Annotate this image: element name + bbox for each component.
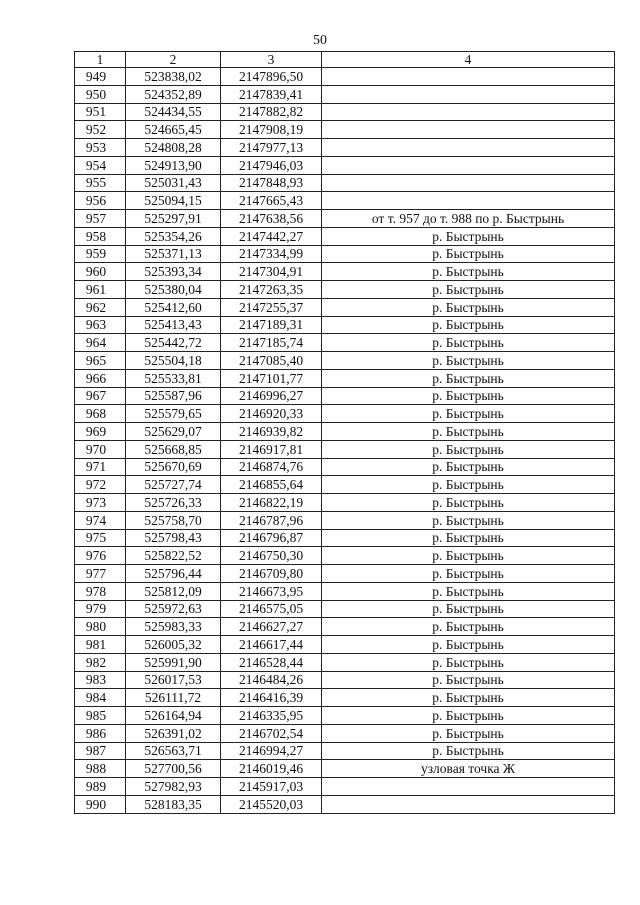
column-header-2: 2 xyxy=(126,52,221,68)
y-coordinate-cell: 2146920,33 xyxy=(221,405,322,423)
table-row xyxy=(75,440,615,458)
table-row xyxy=(75,689,615,707)
table-row xyxy=(75,405,615,423)
x-coordinate-cell: 527982,93 xyxy=(126,778,221,796)
table-row xyxy=(75,298,615,316)
point-number-cell: 988 xyxy=(75,760,126,778)
point-number-cell: 952 xyxy=(75,121,126,139)
point-number-cell: 982 xyxy=(75,653,126,671)
y-coordinate-cell: 2146996,27 xyxy=(221,387,322,405)
table-row xyxy=(75,68,615,86)
point-number-cell: 968 xyxy=(75,405,126,423)
y-coordinate-cell: 2147304,91 xyxy=(221,263,322,281)
x-coordinate-cell: 525822,52 xyxy=(126,547,221,565)
description-cell: р. Быстрынь xyxy=(322,458,615,476)
point-number-cell: 977 xyxy=(75,565,126,583)
description-cell: от т. 957 до т. 988 по р. Быстрынь xyxy=(322,210,615,228)
x-coordinate-cell: 523838,02 xyxy=(126,68,221,86)
point-number-cell: 967 xyxy=(75,387,126,405)
table-row xyxy=(75,742,615,760)
y-coordinate-cell: 2146822,19 xyxy=(221,494,322,512)
y-coordinate-cell: 2147896,50 xyxy=(221,68,322,86)
table-row xyxy=(75,636,615,654)
y-coordinate-cell: 2147085,40 xyxy=(221,352,322,370)
x-coordinate-cell: 525983,33 xyxy=(126,618,221,636)
point-number-cell: 979 xyxy=(75,600,126,618)
x-coordinate-cell: 525031,43 xyxy=(126,174,221,192)
point-number-cell: 984 xyxy=(75,689,126,707)
x-coordinate-cell: 525670,69 xyxy=(126,458,221,476)
x-coordinate-cell: 525412,60 xyxy=(126,298,221,316)
table-row xyxy=(75,210,615,228)
y-coordinate-cell: 2146796,87 xyxy=(221,529,322,547)
y-coordinate-cell: 2147839,41 xyxy=(221,85,322,103)
y-coordinate-cell: 2146855,64 xyxy=(221,476,322,494)
description-cell: р. Быстрынь xyxy=(322,281,615,299)
description-cell: р. Быстрынь xyxy=(322,423,615,441)
description-cell: р. Быстрынь xyxy=(322,316,615,334)
description-cell xyxy=(322,68,615,86)
point-number-cell: 978 xyxy=(75,582,126,600)
description-cell xyxy=(322,778,615,796)
description-cell xyxy=(322,156,615,174)
x-coordinate-cell: 525297,91 xyxy=(126,210,221,228)
description-cell: р. Быстрынь xyxy=(322,707,615,725)
point-number-cell: 955 xyxy=(75,174,126,192)
y-coordinate-cell: 2146335,95 xyxy=(221,707,322,725)
x-coordinate-cell: 526005,32 xyxy=(126,636,221,654)
point-number-cell: 970 xyxy=(75,440,126,458)
y-coordinate-cell: 2146416,39 xyxy=(221,689,322,707)
y-coordinate-cell: 2146917,81 xyxy=(221,440,322,458)
table-row xyxy=(75,387,615,405)
x-coordinate-cell: 526391,02 xyxy=(126,724,221,742)
description-cell xyxy=(322,192,615,210)
description-cell: р. Быстрынь xyxy=(322,440,615,458)
x-coordinate-cell: 524913,90 xyxy=(126,156,221,174)
y-coordinate-cell: 2147101,77 xyxy=(221,369,322,387)
table-row xyxy=(75,281,615,299)
description-cell xyxy=(322,139,615,157)
x-coordinate-cell: 525796,44 xyxy=(126,565,221,583)
y-coordinate-cell: 2147442,27 xyxy=(221,227,322,245)
table-row xyxy=(75,494,615,512)
table-row xyxy=(75,192,615,210)
y-coordinate-cell: 2147263,35 xyxy=(221,281,322,299)
point-number-cell: 966 xyxy=(75,369,126,387)
x-coordinate-cell: 525094,15 xyxy=(126,192,221,210)
description-cell: р. Быстрынь xyxy=(322,618,615,636)
y-coordinate-cell: 2146994,27 xyxy=(221,742,322,760)
point-number-cell: 987 xyxy=(75,742,126,760)
table-row xyxy=(75,369,615,387)
table-row xyxy=(75,511,615,529)
x-coordinate-cell: 525504,18 xyxy=(126,352,221,370)
description-cell: р. Быстрынь xyxy=(322,689,615,707)
table-row xyxy=(75,458,615,476)
y-coordinate-cell: 2147848,93 xyxy=(221,174,322,192)
description-cell xyxy=(322,121,615,139)
table-row xyxy=(75,352,615,370)
y-coordinate-cell: 2147638,56 xyxy=(221,210,322,228)
description-cell xyxy=(322,103,615,121)
x-coordinate-cell: 525442,72 xyxy=(126,334,221,352)
x-coordinate-cell: 525393,34 xyxy=(126,263,221,281)
point-number-cell: 972 xyxy=(75,476,126,494)
y-coordinate-cell: 2147946,03 xyxy=(221,156,322,174)
point-number-cell: 971 xyxy=(75,458,126,476)
point-number-cell: 961 xyxy=(75,281,126,299)
description-cell: р. Быстрынь xyxy=(322,245,615,263)
table-row xyxy=(75,671,615,689)
description-cell: р. Быстрынь xyxy=(322,529,615,547)
description-cell: р. Быстрынь xyxy=(322,334,615,352)
point-number-cell: 980 xyxy=(75,618,126,636)
point-number-cell: 962 xyxy=(75,298,126,316)
point-number-cell: 974 xyxy=(75,511,126,529)
table-row xyxy=(75,156,615,174)
x-coordinate-cell: 525758,70 xyxy=(126,511,221,529)
y-coordinate-cell: 2147665,43 xyxy=(221,192,322,210)
x-coordinate-cell: 524665,45 xyxy=(126,121,221,139)
coordinates-table xyxy=(74,51,615,814)
table-row xyxy=(75,778,615,796)
description-cell: р. Быстрынь xyxy=(322,636,615,654)
point-number-cell: 965 xyxy=(75,352,126,370)
table-row xyxy=(75,103,615,121)
point-number-cell: 986 xyxy=(75,724,126,742)
y-coordinate-cell: 2146750,30 xyxy=(221,547,322,565)
point-number-cell: 957 xyxy=(75,210,126,228)
table-row xyxy=(75,618,615,636)
x-coordinate-cell: 525533,81 xyxy=(126,369,221,387)
description-cell: р. Быстрынь xyxy=(322,387,615,405)
page-number: 50 xyxy=(313,33,327,48)
point-number-cell: 960 xyxy=(75,263,126,281)
table-row xyxy=(75,582,615,600)
x-coordinate-cell: 526563,71 xyxy=(126,742,221,760)
description-cell: р. Быстрынь xyxy=(322,742,615,760)
y-coordinate-cell: 2145917,03 xyxy=(221,778,322,796)
description-cell: р. Быстрынь xyxy=(322,600,615,618)
table-row xyxy=(75,724,615,742)
description-cell: р. Быстрынь xyxy=(322,352,615,370)
x-coordinate-cell: 524808,28 xyxy=(126,139,221,157)
table-row xyxy=(75,423,615,441)
y-coordinate-cell: 2147189,31 xyxy=(221,316,322,334)
x-coordinate-cell: 525380,04 xyxy=(126,281,221,299)
point-number-cell: 989 xyxy=(75,778,126,796)
x-coordinate-cell: 525812,09 xyxy=(126,582,221,600)
column-header-4: 4 xyxy=(322,52,615,68)
y-coordinate-cell: 2147185,74 xyxy=(221,334,322,352)
y-coordinate-cell: 2147334,99 xyxy=(221,245,322,263)
y-coordinate-cell: 2146673,95 xyxy=(221,582,322,600)
y-coordinate-cell: 2146709,80 xyxy=(221,565,322,583)
point-number-cell: 950 xyxy=(75,85,126,103)
x-coordinate-cell: 525579,65 xyxy=(126,405,221,423)
point-number-cell: 983 xyxy=(75,671,126,689)
description-cell: р. Быстрынь xyxy=(322,653,615,671)
point-number-cell: 981 xyxy=(75,636,126,654)
x-coordinate-cell: 524434,55 xyxy=(126,103,221,121)
table-row xyxy=(75,174,615,192)
y-coordinate-cell: 2146019,46 xyxy=(221,760,322,778)
y-coordinate-cell: 2146787,96 xyxy=(221,511,322,529)
table-row xyxy=(75,707,615,725)
x-coordinate-cell: 526164,94 xyxy=(126,707,221,725)
description-cell: р. Быстрынь xyxy=(322,671,615,689)
y-coordinate-cell: 2146702,54 xyxy=(221,724,322,742)
table-row xyxy=(75,334,615,352)
column-header-1: 1 xyxy=(75,52,126,68)
x-coordinate-cell: 525629,07 xyxy=(126,423,221,441)
description-cell: узловая точка Ж xyxy=(322,760,615,778)
point-number-cell: 973 xyxy=(75,494,126,512)
x-coordinate-cell: 525727,74 xyxy=(126,476,221,494)
y-coordinate-cell: 2146617,44 xyxy=(221,636,322,654)
table-row xyxy=(75,565,615,583)
point-number-cell: 958 xyxy=(75,227,126,245)
point-number-cell: 976 xyxy=(75,547,126,565)
table-row xyxy=(75,263,615,281)
x-coordinate-cell: 525413,43 xyxy=(126,316,221,334)
y-coordinate-cell: 2146874,76 xyxy=(221,458,322,476)
x-coordinate-cell: 525991,90 xyxy=(126,653,221,671)
x-coordinate-cell: 528183,35 xyxy=(126,795,221,813)
table-row xyxy=(75,653,615,671)
x-coordinate-cell: 525972,63 xyxy=(126,600,221,618)
table-row xyxy=(75,795,615,813)
y-coordinate-cell: 2146627,27 xyxy=(221,618,322,636)
y-coordinate-cell: 2146528,44 xyxy=(221,653,322,671)
table-row xyxy=(75,476,615,494)
point-number-cell: 949 xyxy=(75,68,126,86)
x-coordinate-cell: 525587,96 xyxy=(126,387,221,405)
description-cell: р. Быстрынь xyxy=(322,298,615,316)
table-row xyxy=(75,547,615,565)
description-cell: р. Быстрынь xyxy=(322,547,615,565)
description-cell: р. Быстрынь xyxy=(322,476,615,494)
point-number-cell: 954 xyxy=(75,156,126,174)
description-cell: р. Быстрынь xyxy=(322,227,615,245)
table-row xyxy=(75,139,615,157)
y-coordinate-cell: 2147908,19 xyxy=(221,121,322,139)
description-cell: р. Быстрынь xyxy=(322,565,615,583)
x-coordinate-cell: 525354,26 xyxy=(126,227,221,245)
column-header-3: 3 xyxy=(221,52,322,68)
table-row xyxy=(75,529,615,547)
table-header-row xyxy=(75,52,615,68)
point-number-cell: 963 xyxy=(75,316,126,334)
x-coordinate-cell: 527700,56 xyxy=(126,760,221,778)
description-cell: р. Быстрынь xyxy=(322,582,615,600)
x-coordinate-cell: 525726,33 xyxy=(126,494,221,512)
table-row xyxy=(75,600,615,618)
x-coordinate-cell: 526111,72 xyxy=(126,689,221,707)
y-coordinate-cell: 2146484,26 xyxy=(221,671,322,689)
description-cell: р. Быстрынь xyxy=(322,724,615,742)
point-number-cell: 975 xyxy=(75,529,126,547)
table-row xyxy=(75,760,615,778)
description-cell: р. Быстрынь xyxy=(322,263,615,281)
point-number-cell: 956 xyxy=(75,192,126,210)
x-coordinate-cell: 525798,43 xyxy=(126,529,221,547)
y-coordinate-cell: 2146939,82 xyxy=(221,423,322,441)
point-number-cell: 969 xyxy=(75,423,126,441)
description-cell: р. Быстрынь xyxy=(322,494,615,512)
point-number-cell: 985 xyxy=(75,707,126,725)
table-row xyxy=(75,85,615,103)
table-row xyxy=(75,227,615,245)
x-coordinate-cell: 526017,53 xyxy=(126,671,221,689)
point-number-cell: 951 xyxy=(75,103,126,121)
x-coordinate-cell: 524352,89 xyxy=(126,85,221,103)
y-coordinate-cell: 2147255,37 xyxy=(221,298,322,316)
point-number-cell: 990 xyxy=(75,795,126,813)
y-coordinate-cell: 2147977,13 xyxy=(221,139,322,157)
description-cell: р. Быстрынь xyxy=(322,511,615,529)
y-coordinate-cell: 2146575,05 xyxy=(221,600,322,618)
description-cell: р. Быстрынь xyxy=(322,369,615,387)
description-cell xyxy=(322,174,615,192)
y-coordinate-cell: 2147882,82 xyxy=(221,103,322,121)
table-row xyxy=(75,316,615,334)
description-cell xyxy=(322,795,615,813)
point-number-cell: 964 xyxy=(75,334,126,352)
table-row xyxy=(75,245,615,263)
y-coordinate-cell: 2145520,03 xyxy=(221,795,322,813)
table-row xyxy=(75,121,615,139)
coordinates-table-body xyxy=(75,52,615,814)
point-number-cell: 959 xyxy=(75,245,126,263)
description-cell xyxy=(322,85,615,103)
point-number-cell: 953 xyxy=(75,139,126,157)
x-coordinate-cell: 525668,85 xyxy=(126,440,221,458)
x-coordinate-cell: 525371,13 xyxy=(126,245,221,263)
description-cell: р. Быстрынь xyxy=(322,405,615,423)
